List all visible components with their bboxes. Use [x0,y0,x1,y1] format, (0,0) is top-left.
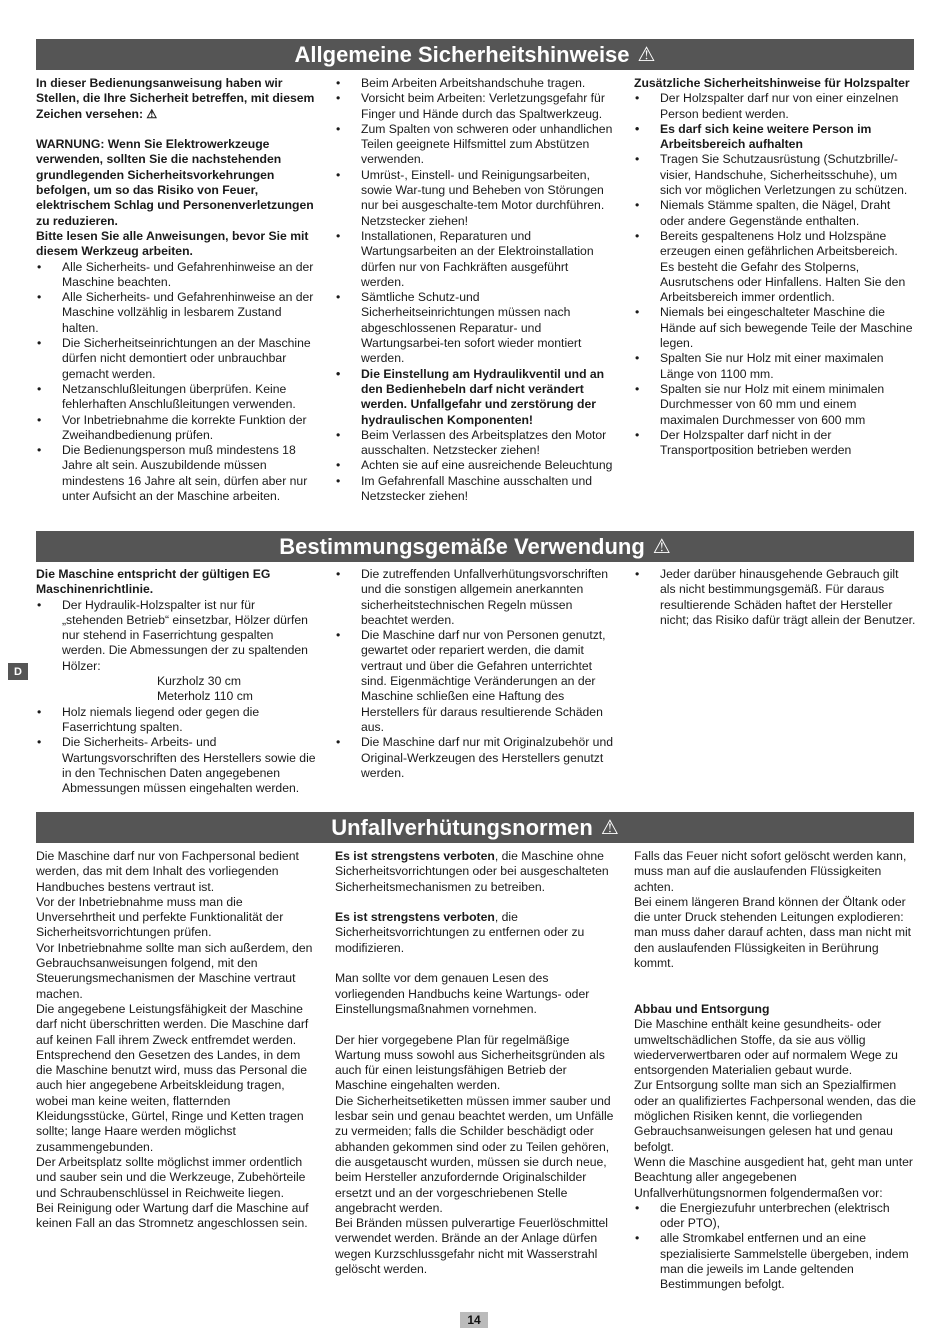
safety-column-3 [634,76,914,458]
safety-column-2 [335,76,615,504]
paragraph-rest: , die Sicherheitsvorrichtungen zu entfernen oder zu modifizieren. [335,910,585,955]
disposal-list [634,1201,916,1293]
warning-icon: ⚠ [637,44,656,66]
read-first-text: Bitte lesen Sie alle Anweisungen, bevor Sie mit diesem Werkzeug arbeiten. [36,228,309,259]
safety-column-1 [36,76,320,504]
intended-use-list-1 [36,598,318,797]
list-item: • Die Maschine darf nur von Personen genutzt, gewartet oder repariert werden, die damit vertraut und über die Gefahren unterrichtet sind. Eigenmächtige Veränderungen an der Maschine schließen eine Haftung des Herstellers für daraus resultierende Schäden aus. [335,628,615,735]
list-item: • Installationen, Reparaturen und Wartungsarbeiten an der Elektroinstallation dürfen nur von Fachkräften ausgeführt werden. [335,229,615,290]
list-item: • Niemals Stämme spalten, die Nägel, Draht oder andere Gegenstände enthalten. [634,198,914,229]
list-item: • Der Holzspalter darf nicht in der Transportposition betrieben werden [634,428,914,459]
list-item: • Die Maschine darf nur mit Originalzubehör und Original-Werkzeugen des Herstellers genutzt werden. [335,735,615,781]
accident-prevention-column-2 [335,849,617,1277]
list-item: • Netzanschlußleitungen überprüfen. Keine fehlerhaften Anschlußleitungen verwenden. [36,382,320,413]
accident-prevention-column-3 [634,849,916,1293]
list-item: • Die Sicherheits- Arbeits- und Wartungsvorschriften des Herstellers sowie die in den Technischen Daten angegebenen Abmessungen müssen eingehalten werden. [36,735,318,796]
list-item: • Niemals bei eingeschalteter Maschine die Hände auf sich bewegende Teile der Maschine legen. [634,305,914,351]
paragraph: Wenn die Maschine ausgedient hat, geht man unter Beachtung aller angegebenen Unfallverhütungsnormen folgendermaßen vor: [634,1154,913,1200]
list-item: • Holz niemals liegend oder gegen die Faserrichtung spalten. [36,705,318,736]
safety-list-2 [335,76,615,504]
paragraph: Die Maschine darf nur von Fachpersonal bedient werden, das mit dem Inhalt des vorliegenden Handbuches bestens vertraut ist. [36,849,299,894]
paragraph: Man sollte vor dem genauen Lesen des vorliegenden Handbuchs keine Wartungs- oder Einstellungsmaßnahmen vornehmen. [335,971,590,1016]
list-item: • Spalten Sie nur Holz mit einer maximalen Länge von 1100 mm. [634,351,914,382]
list-item [36,598,318,705]
paragraph: Die Sicherheitsetiketten müssen immer sauber und lesbar sein und genau beachtet werden, um Unfälle zu vermeiden; falls die Schilder beschädigt oder abhanden gekommen sind oder zu Teilen gehören, die ausgetauscht wurden, müssen sie durch neue, beim Hersteller anzufordernde Originalschilder ersetzt und an der vorgeschriebenen Stelle angebracht werden. [335,1093,614,1215]
intended-use-column-2 [335,567,615,781]
list-item-single-operator: • Es darf sich keine weitere Person im Arbeitsbereich aufhalten [634,122,914,153]
paragraph: Vor Inbetriebnahme sollte man sich außerdem, den Gebrauchsanweisungen folgend, mit den Steuerungsmechanismen der Maschine vertraut machen. [36,940,313,1001]
emphasis: Es ist strengstens verboten [335,849,495,863]
section-header-intended-use [36,531,914,562]
list-item: • alle Stromkabel entfernen und an eine spezialisierte Sammelstelle übergeben, indem man die jeweils im Lande geltenden Bestimmungen befolgt. [634,1231,916,1292]
paragraph: Falls das Feuer nicht sofort gelöscht werden kann, muss man auf die auslaufenden Flüssigkeiten achten. [634,849,907,894]
list-item: • Bereits gespaltenens Holz und Holzspäne erzeugen einen gefährlichen Arbeitsbereich. Es besteht die Gefahr des Stolperns, Ausrutschens oder Hinfallens. Halten Sie den Arbeitsbereich immer ordentlich. [634,229,914,305]
disposal-heading: Abbau und Entsorgung [634,1001,770,1016]
list-item-hydraulic-warning: • Die Einstellung am Hydraulikventil und an den Bedienhebeln darf nicht verändert werden. Unfallgefahr und zerstörung der hydraulischen Komponenten! [335,367,615,428]
paragraph-prohibition-2 [335,910,617,956]
list-item: • Die zutreffenden Unfallverhütungsvorschriften und die sonstigen allgemein anerkannten sicherheitstechnischen Regeln müssen beachtet werden. [335,567,615,628]
meterholz-dimension: Meterholz 110 cm [157,689,253,704]
section-header-accident-prevention [36,812,914,843]
intended-use-list-2 [335,567,615,781]
paragraph: Die Maschine enthält keine gesundheits- oder umweltschädlichen Stoffe, da sie aus völlig wiederverwertbaren oder auf normalem Wege zu entsorgenden Materialien gebaut wurde. [634,1017,898,1078]
paragraph: Entsprechend den Gesetzen des Landes, in dem die Maschine benutzt wird, muss das Personal die auch hier angegebene Arbeitskleidung tragen, wobei man keine weiten, flatternden Kleidungsstücke, Gürtel, Ringe und Ketten tragen sollte; lange Haare werden möglichst zusammengebunden. [36,1047,307,1154]
intro-text: In dieser Bedienungsanweisung haben wir Stellen, die Ihre Sicherheit betreffen, mit diesem Zeichen versehen: ⚠ [36,76,315,121]
paragraph: Der hier vorgegebene Plan für regelmäßige Wartung muss sowohl aus Sicherheitsgründen als auch für einen leistungsfähigen Betrieb der Maschine eingehalten werden. [335,1032,605,1093]
paragraph: Die angegebene Leistungsfähigkeit der Maschine darf nicht überschritten werden. Die Maschine darf auf keinen Fall ihrem Zweck entfremdet werden. [36,1001,309,1047]
safety-list-1 [36,260,320,505]
page-number: 14 [460,1312,488,1328]
list-item: • Alle Sicherheits- und Gefahrenhinweise an der Maschine vollzählig in lesbarem Zustand halten. [36,290,320,336]
paragraph: Zur Entsorgung sollte man sich an Spezialfirmen oder an qualifiziertes Fachpersonal wenden, das die möglichen Risiken kennt, die vorliegenden Gebrauchsanweisungen gelesen hat und genau befolgt. [634,1078,916,1154]
log-splitter-heading: Zusätzliche Sicherheitshinweise für Holzspalter [634,76,910,90]
list-item: • Der Holzspalter darf nur von einer einzelnen Person bedient werden. [634,91,914,122]
list-item: • Beim Arbeiten Arbeitshandschuhe tragen. [335,76,615,91]
list-item: • Beim Verlassen des Arbeitsplatzes den Motor ausschalten. Netzstecker ziehen! [335,428,615,459]
list-item: • Achten sie auf eine ausreichende Beleuchtung [335,458,615,473]
list-item: • Umrüst-, Einstell- und Reinigungsarbeiten, sowie War-tung und Beheben von Störungen nur bei ausgeschalte-tem Motor durchführen. Netzstecker ziehen! [335,168,615,229]
list-item: • Sämtliche Schutz-und Sicherheitseinrichtungen müssen nach abgeschlossenen Reparatur- und Wartungsarbei-ten sofort wieder montiert werden. [335,290,615,366]
language-tab: D [8,663,28,680]
emphasis: Es ist strengstens verboten [335,910,495,925]
section-title: Unfallverhütungsnormen [331,814,593,840]
list-item: • Vor Inbetriebnahme die korrekte Funktion der Zweihandbedienung prüfen. [36,413,320,444]
list-item: • Spalten sie nur Holz mit einem minimalen Durchmesser von 60 mm und einem maximalen Durchmesser von 600 mm [634,382,914,428]
safety-list-3 [634,91,914,458]
paragraph: Vor der Inbetriebnahme muss man die Unversehrtheit und perfekte Funktionalität der Sicherheitsvorrichtungen prüfen. [36,894,284,940]
warning-icon: ⚠ [600,817,619,839]
warning-text: WARNUNG: Wenn Sie Elektrowerkzeuge verwenden, sollten Sie die nachstehenden grundlegenden Sicherheitsvorkehrungen befolgen, um so das Risiko von Feuer, elektrischem Schlag und Personenverletzungen zu reduzieren. [36,137,314,228]
directive-text: Die Maschine entspricht der gültigen EG Maschinenrichtlinie. [36,567,271,597]
list-item: • Die Sicherheitseinrichtungen an der Maschine dürfen nicht demontiert oder unbrauchbar gemacht werden. [36,336,320,382]
list-item: • Die Bedienungsperson muß mindestens 18 Jahre alt sein. Auszubildende müssen mindestens 16 Jahre alt sein, dürfen aber nur unter Aufsicht an der Maschine arbeiten. [36,443,320,504]
paragraph: Der Arbeitsplatz sollte möglichst immer ordentlich und sauber sein und die Werkzeuge, Zubehörteile und Schraubenschlüssel in Reichweite liegen. [36,1154,306,1200]
warning-icon: ⚠ [652,536,671,558]
list-item: • die Energiezufuhr unterbrechen (elektrisch oder PTO), [634,1201,916,1232]
list-item-text: Der Hydraulik-Holzspalter ist nur für „stehenden Betrieb“ einsetzbar, Hölzer dürfen nur stehend in Faserrichtung gespalten werden. Die Abmessungen der zu spaltenden Hölzer: [62,597,308,673]
accident-prevention-column-1 [36,849,318,1231]
section-title: Allgemeine Sicherheitshinweise [294,41,630,67]
list-item: • Zum Spalten von schweren oder unhandlichen Teilen geeignete Hilfsmittel zum Abstützen verwenden. [335,122,615,168]
list-item: • Alle Sicherheits- und Gefahrenhinweise an der Maschine beachten. [36,260,320,291]
paragraph: Bei Reinigung oder Wartung darf die Maschine auf keinen Fall an das Stromnetz angeschlossen sein. [36,1200,309,1231]
paragraph: Bei einem längeren Brand können der Öltank oder die unter Druck stehenden Leitungen explodieren: man muss daher darauf achten, dass man nicht mit den auslaufenden Flüssigkeiten in Berührung kommt. [634,894,912,971]
list-item: • Tragen Sie Schutzausrüstung (Schutzbrille/-visier, Handschuhe, Sicherheitsschuhe), um sich vor möglichen Verletzungen zu schützen. [634,152,914,198]
intended-use-column-3 [634,567,916,628]
list-item: • Im Gefahrenfall Maschine ausschalten und Netzstecker ziehen! [335,474,615,505]
paragraph-rest: , die Maschine ohne Sicherheitsvorrichtungen oder bei ausgeschalteten Sicherheitsmechanismen zu betreiben. [335,849,609,894]
section-header-safety [36,39,914,70]
list-item: • Jeder darüber hinausgehende Gebrauch gilt als nicht bestimmungsgemäß. Für daraus resultierende Schäden haftet der Hersteller nicht; das Risiko dafür trägt allein der Benutzer. [634,567,916,628]
paragraph: Bei Bränden müssen pulverartige Feuerlöschmittel verwendet werden. Brände an der Anlage dürfen wegen Kurzschlussgefahr nicht mit Wasserstrahl gelöscht werden. [335,1216,608,1277]
intended-use-column-1 [36,567,318,796]
list-item: • Vorsicht beim Arbeiten: Verletzungsgefahr für Finger und Hände durch das Spaltwerkzeug. [335,91,615,122]
paragraph-prohibition-1 [335,849,617,895]
kurzholz-dimension: Kurzholz 30 cm [157,674,241,689]
intended-use-list-3 [634,567,916,628]
section-title: Bestimmungsgemäße Verwendung [279,533,645,559]
